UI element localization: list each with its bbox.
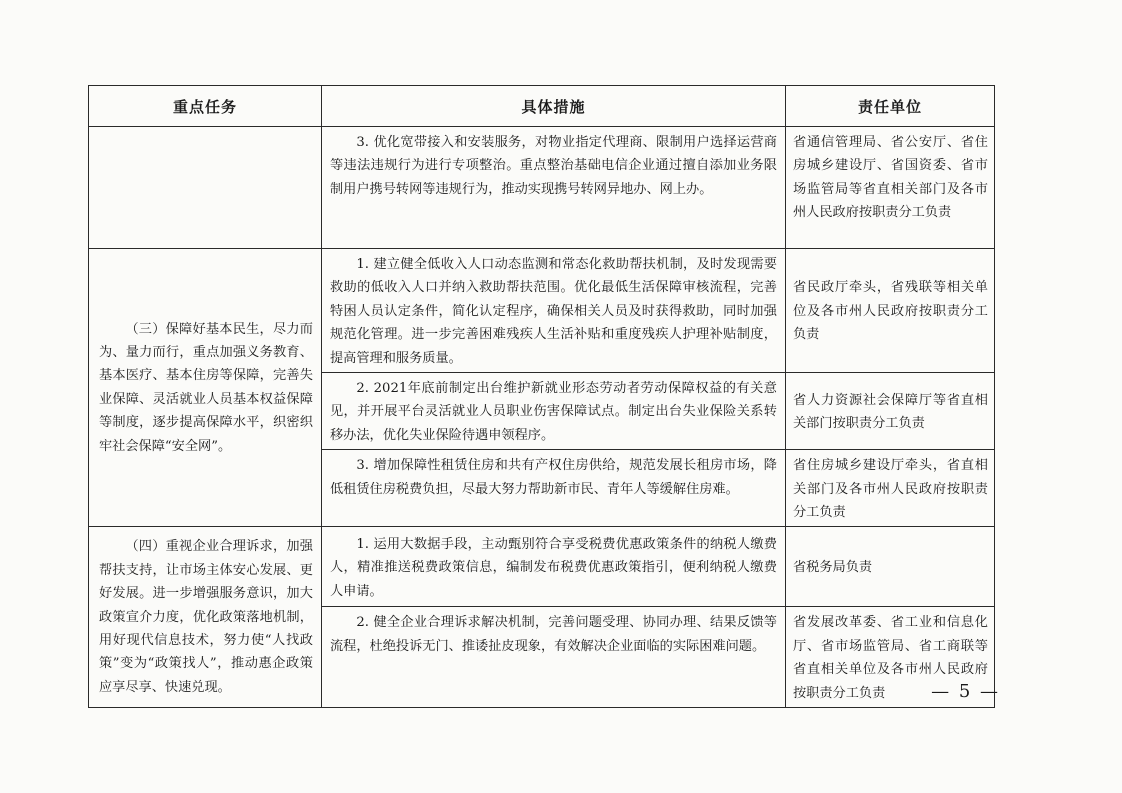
unit-text: 省人力资源社会保障厅等省直相关部门按职责分工负责	[793, 392, 988, 432]
table-row	[89, 249, 995, 373]
measure-cell	[322, 450, 786, 527]
unit-text: 省民政厅牵头，省残联等相关单位及各市州人民政府按职责分工负责	[793, 280, 988, 343]
unit-cell	[786, 450, 995, 527]
task-text: （三）保障好基本民生，尽力而为、量力而行，重点加强义务教育、基本医疗、基本住房等保障，完善失业保障、灵活就业人员基本权益保障等制度，逐步提高保障水平，织密织牢社会保障“安全网”。	[99, 321, 313, 454]
measure-cell	[322, 249, 786, 373]
unit-cell	[786, 373, 995, 450]
unit-text: 省住房城乡建设厅牵头，省直相关部门及各市州人民政府按职责分工负责	[793, 458, 988, 521]
measure-cell	[322, 373, 786, 450]
unit-text: 省通信管理局、省公安厅、省住房城乡建设厅、省国资委、省市场监管局等省直相关部门及各市州人民政府按职责分工负责	[793, 135, 988, 221]
unit-cell	[786, 127, 995, 249]
measure-text: 2. 2021年底前制定出台维护新就业形态劳动者劳动保障权益的有关意见，并开展平台灵活就业人员职业伤害保障试点。制定出台失业保险关系转移办法，优化失业保险待遇申领程序。	[330, 381, 777, 443]
header-key-tasks: 重点任务	[89, 86, 322, 127]
task-text	[89, 186, 321, 190]
unit-text: 省税务局负责	[793, 560, 873, 576]
header-specific-measures: 具体措施	[322, 86, 786, 127]
unit-cell	[786, 249, 995, 373]
measure-text: 3. 增加保障性租赁住房和共有产权住房供给，规范发展长租房市场，降低租赁住房税费负担，尽最大努力帮助新市民、青年人等缓解住房难。	[330, 458, 777, 497]
header-responsible-unit: 责任单位	[786, 86, 995, 127]
page-number: — 5 —	[931, 681, 1000, 702]
task-table	[88, 85, 995, 708]
table-header-row	[89, 86, 995, 127]
task-cell	[89, 527, 322, 708]
task-cell	[89, 127, 322, 249]
measure-text: 2. 健全企业合理诉求解决机制，完善问题受理、协同办理、结果反馈等流程，杜绝投诉无门、推诿扯皮现象，有效解决企业面临的实际困难问题。	[330, 615, 777, 654]
table-row	[89, 527, 995, 607]
measure-cell	[322, 527, 786, 607]
task-cell	[89, 249, 322, 527]
measure-text: 3. 优化宽带接入和安装服务，对物业指定代理商、限制用户选择运营商等违法违规行为进行专项整治。重点整治基础电信企业通过擅自添加业务限制用户携号转网等违规行为，推动实现携号转网异地办、网上办。	[330, 135, 777, 197]
unit-cell	[786, 527, 995, 607]
measure-cell	[322, 607, 786, 708]
unit-text: 省发展改革委、省工业和信息化厅、省市场监管局、省工商联等省直相关单位及各市州人民政府按职责分工负责	[793, 615, 988, 701]
table-row	[89, 127, 995, 249]
measure-cell	[322, 127, 786, 249]
task-text: （四）重视企业合理诉求，加强帮扶支持，让市场主体安心发展、更好发展。进一步增强服务意识，加大政策宣介力度，优化政策落地机制，用好现代信息技术，努力使“人找政策”变为“政策找人”，推动惠企政策应享尽享、快速兑现。	[99, 539, 313, 695]
measure-text: 1. 建立健全低收入人口动态监测和常态化救助帮扶机制，及时发现需要救助的低收入人口并纳入救助帮扶范围。优化最低生活保障审核流程，完善特困人员认定条件，简化认定程序，确保相关人员及时获得救助，同时加强规范化管理。进一步完善困难残疾人生活补贴和重度残疾人护理补贴制度，提高管理和服务质量。	[330, 257, 777, 366]
measure-text: 1. 运用大数据手段，主动甄别符合享受税费优惠政策条件的纳税人缴费人，精准推送税费政策信息，编制发布税费优惠政策指引，便利纳税人缴费人申请。	[330, 536, 777, 599]
